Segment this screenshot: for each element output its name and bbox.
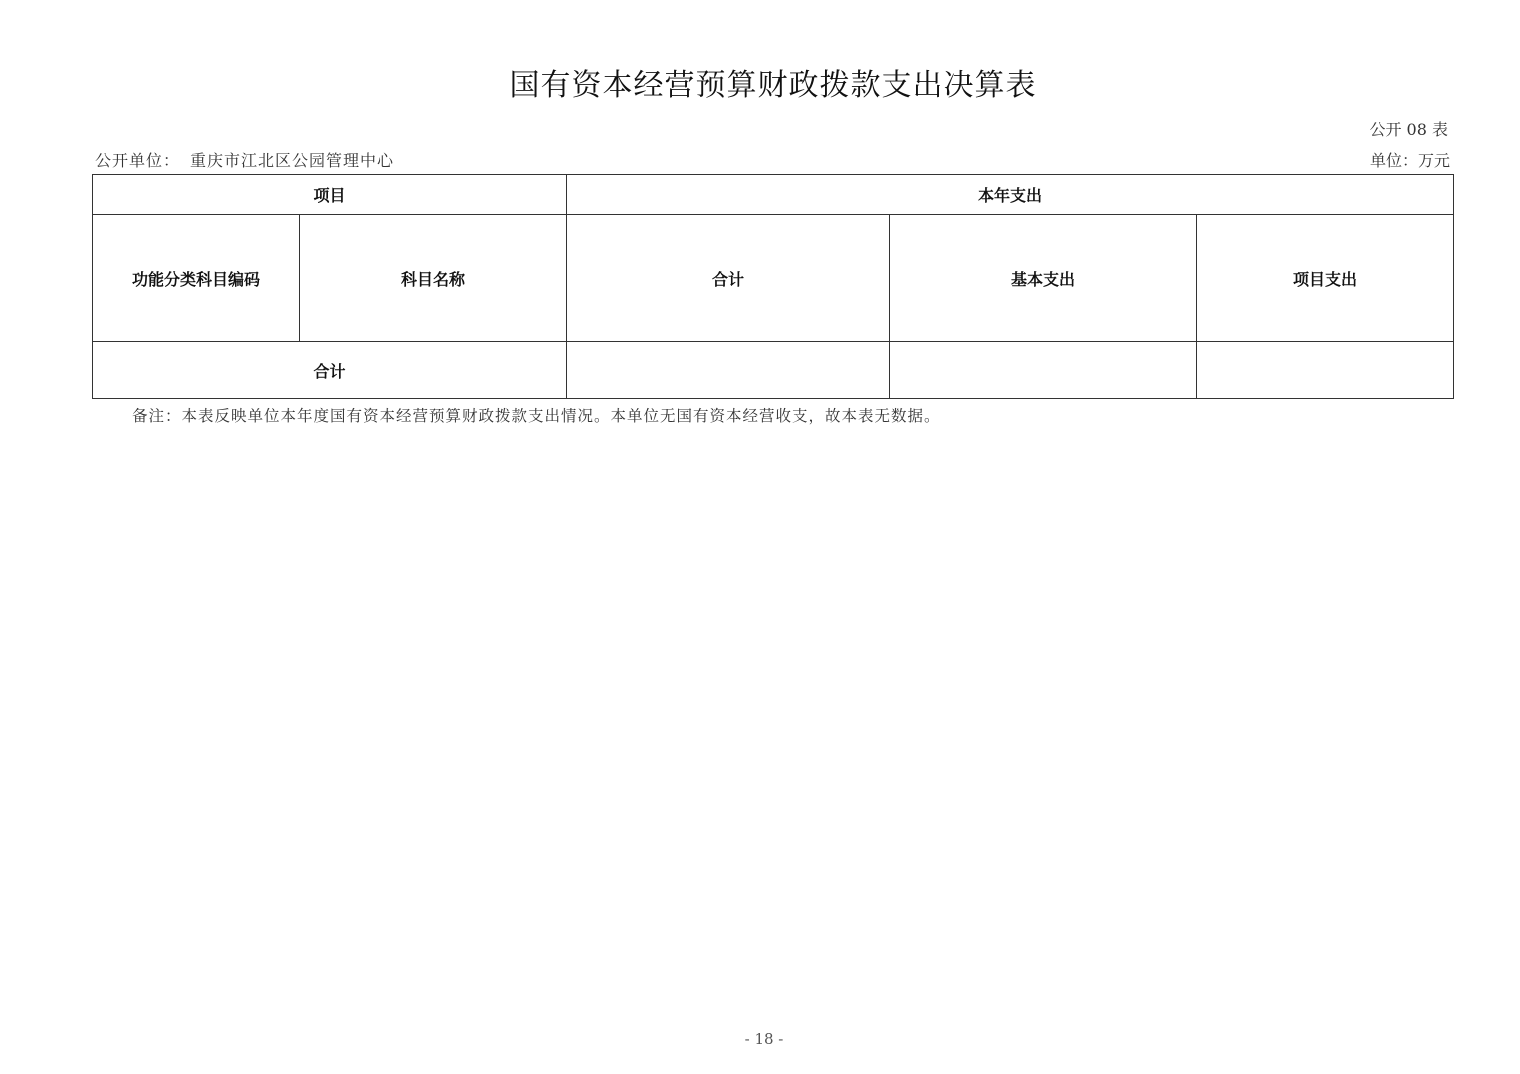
basic-expense-column-header: 基本支出 [890,215,1197,342]
total-row [93,342,1454,399]
reporting-organization [95,148,394,171]
project-expense-column-header: 项目支出 [1197,215,1454,342]
form-number: 公开 08 表 [1369,120,1448,139]
name-column-header: 科目名称 [300,215,567,342]
total-column-header: 合计 [567,215,890,342]
total-row-project-value [1197,342,1454,399]
expenditure-table [92,174,1454,399]
table-note: 备注：本表反映单位本年度国有资本经营预算财政拨款支出情况。本单位无国有资本经营收支，故本表无数据。 [132,407,941,425]
organization-name: 重庆市江北区公园管理中心 [190,151,395,170]
group-header-row [93,175,1454,215]
current-year-expense-header: 本年支出 [567,175,1454,215]
item-group-header: 项目 [93,175,567,215]
total-row-total-value [567,342,890,399]
total-row-basic-value [890,342,1197,399]
total-row-label: 合计 [93,342,567,399]
column-header-row [93,215,1454,342]
currency-unit: 单位：万元 [1369,151,1450,170]
organization-label: 公开单位： [95,151,181,170]
code-column-header: 功能分类科目编码 [93,215,300,342]
page-title: 国有资本经营预算财政拨款支出决算表 [509,68,1037,103]
page-number: - 18 - [744,1030,784,1048]
